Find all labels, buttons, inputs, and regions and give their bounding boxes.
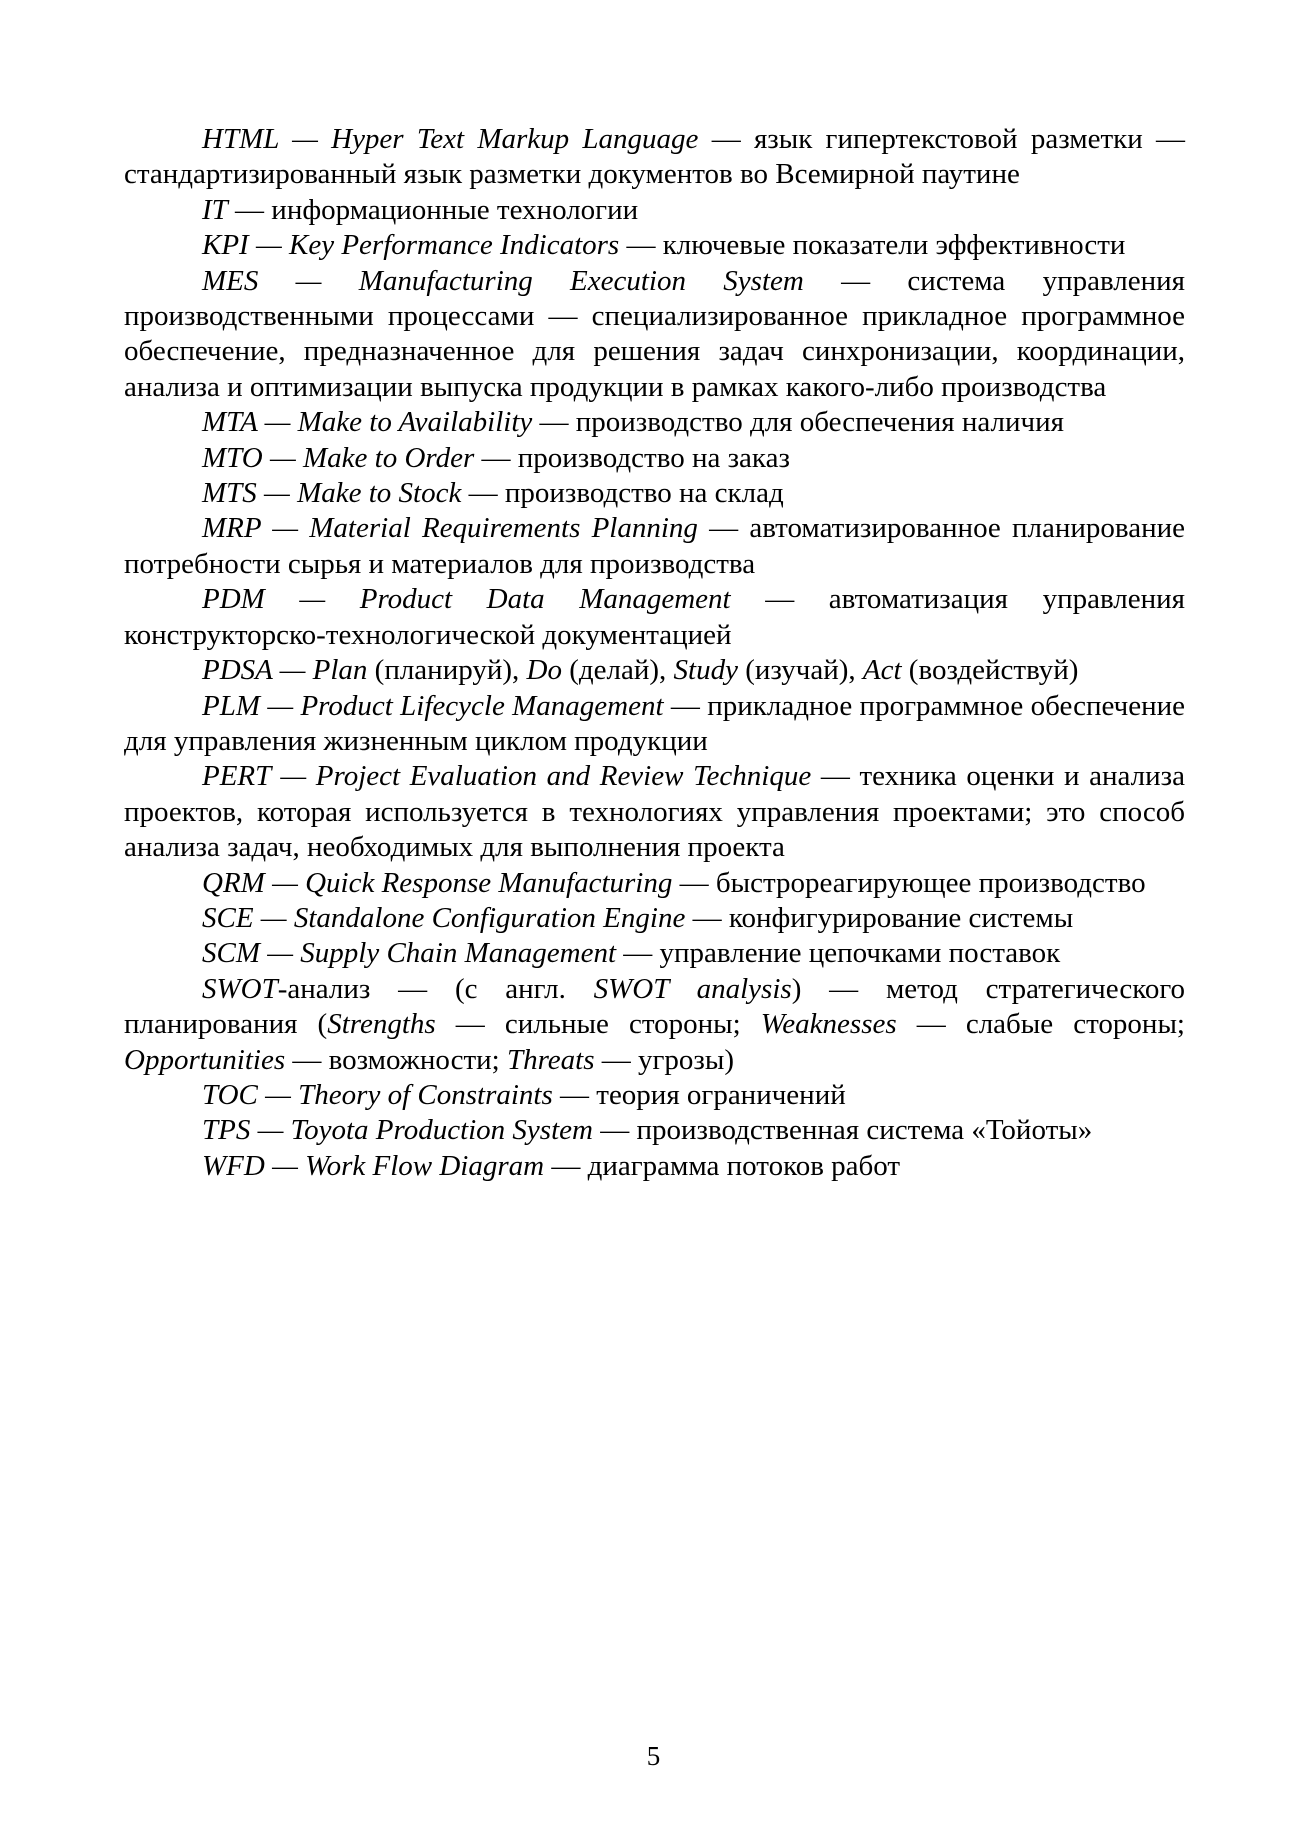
definition-text: — производство на склад (461, 477, 784, 510)
term-text: MTS — Make to Stock (202, 477, 462, 510)
term-text: PDSA — Plan (202, 654, 368, 687)
term-text: MTO — Make to Order (202, 441, 475, 474)
term-text: Study (673, 654, 738, 687)
definition-text: — управление цепочками поставок (616, 937, 1061, 970)
definition-text: — автоматизация управления конструкторско-технологической документацией (124, 583, 1185, 651)
definition-text: — производство для обеспечения наличия (532, 406, 1064, 439)
definition-text: ) — метод стратегического планирования ( (124, 972, 1185, 1041)
definition-text: — диаграмма потоков работ (544, 1149, 901, 1182)
term-text: PERT — Project Evaluation and Review Technique (202, 760, 812, 793)
abbreviation-entry-pert (124, 759, 1185, 865)
definition-text: -анализ — (с англ. (277, 972, 594, 1005)
term-text: MES — Manufacturing Execution System (202, 264, 804, 297)
definition-text: — возможности; (285, 1043, 507, 1076)
definition-text: — система управления производственными процессами — специализированное прикладное программное обеспечение, предназначенное для решения задач синхронизации, координации, анализа и оптимизации выпуска продукции в рамках какого-либо производства (124, 264, 1185, 403)
abbreviation-entry-pdsa (124, 653, 1185, 688)
abbreviation-entry-it (124, 193, 1185, 228)
abbreviation-entry-scm (124, 936, 1185, 971)
abbreviation-entry-toc (124, 1078, 1185, 1113)
abbreviation-entry-wfd (124, 1149, 1185, 1184)
term-text: Weaknesses (760, 1008, 897, 1041)
term-text: HTML — Hyper Text Markup Language (202, 123, 699, 155)
term-text: PDM — Product Data Management (202, 583, 731, 616)
definition-text: (воздействуй) (901, 654, 1079, 687)
term-text: Act (862, 654, 902, 687)
term-text: WFD — Work Flow Diagram (202, 1149, 545, 1182)
abbreviation-entry-mta (124, 405, 1185, 440)
page-number: 5 (646, 1741, 661, 1771)
abbreviation-entry-html (124, 122, 1185, 193)
abbreviation-entry-pdm (124, 582, 1185, 653)
term-text: SWOT analysis (593, 972, 792, 1005)
abbreviation-entry-mes (124, 264, 1185, 406)
abbreviation-list (124, 122, 1185, 1184)
term-text: TOC — Theory of Constraints (202, 1078, 553, 1111)
definition-text: — сильные стороны; (435, 1008, 761, 1041)
definition-text: — угрозы) (594, 1043, 735, 1076)
term-text: Threats (506, 1043, 595, 1076)
abbreviation-entry-plm (124, 689, 1185, 760)
term-text: TPS — Toyota Production System (202, 1114, 593, 1147)
definition-text: — информационные технологии (227, 193, 639, 226)
term-text: MTA — Make to Availability (202, 406, 533, 439)
term-text: Strengths (327, 1008, 436, 1041)
definition-text: — теория ограничений (552, 1078, 846, 1111)
definition-text: (делай), (561, 654, 674, 687)
term-text: SCM — Supply Chain Management (202, 937, 617, 970)
abbreviation-entry-mrp (124, 511, 1185, 582)
definition-text: — быстрореагирующее производство (672, 866, 1146, 899)
term-text: MRP — Material Requirements Planning (202, 512, 698, 545)
abbreviation-entry-mto (124, 441, 1185, 476)
term-text: IT (202, 193, 228, 226)
abbreviation-entry-swot (124, 972, 1185, 1078)
definition-text: — конфигурирование системы (685, 901, 1074, 934)
definition-text: — язык гипертекстовой разметки — стандартизированный язык разметки документов во Всемирной паутине (124, 123, 1185, 191)
definition-text: (планируй), (367, 654, 527, 687)
definition-text: — автоматизированное планирование потребности сырья и материалов для производства (124, 512, 1186, 580)
term-text: PLM — Product Lifecycle Management (202, 689, 664, 722)
abbreviation-entry-kpi (124, 228, 1185, 263)
definition-text: — прикладное программное обеспечение для управления жизненным циклом продукции (124, 689, 1185, 757)
term-text: KPI — Key Performance Indicators (202, 229, 620, 262)
definition-text: (изучай), (737, 654, 863, 687)
term-text: SWOT (202, 972, 278, 1005)
abbreviation-entry-sce (124, 901, 1185, 936)
term-text: Opportunities (124, 1043, 286, 1076)
term-text: Do (526, 654, 562, 687)
definition-text: — производственная система «Тойоты» (592, 1114, 1093, 1147)
abbreviation-entry-qrm (124, 866, 1185, 901)
abbreviation-entry-tps (124, 1113, 1185, 1148)
term-text: QRM — Quick Response Manufacturing (202, 866, 673, 899)
definition-text: — ключевые показатели эффективности (619, 229, 1126, 262)
definition-text: — производство на заказ (474, 441, 790, 474)
definition-text: — техника оценки и анализа проектов, которая используется в технологиях управления проектами; это способ анализа задач, необходимых для выполнения проекта (124, 760, 1185, 864)
definition-text: — слабые стороны; (896, 1008, 1185, 1041)
abbreviation-entry-mts (124, 476, 1185, 511)
term-text: SCE — Standalone Configuration Engine (202, 901, 686, 934)
